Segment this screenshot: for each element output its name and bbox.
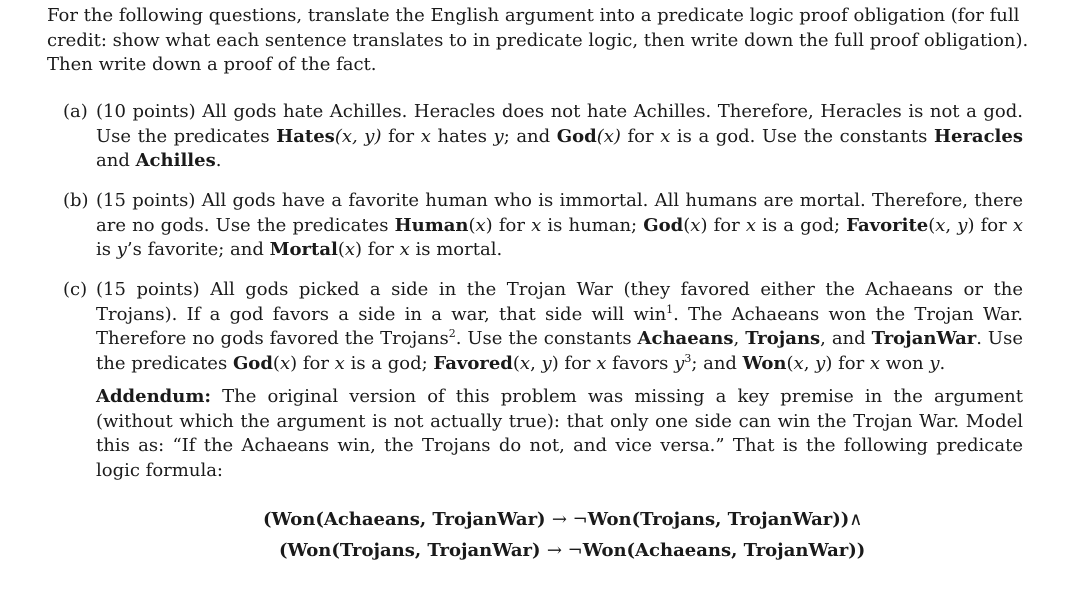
var-y: y	[493, 125, 504, 147]
word: favors	[612, 352, 669, 374]
word: is a god;	[762, 214, 841, 236]
problem-body: (15 points) All gods picked a side in the Trojan War (they favored either the Achaeans or the Trojans). If a god favors a side in a war, that side will win$^1$. The Achaeans won the Trojan War. Therefore no gods favored the Trojans$^2$. Use the constants Achaeans, Trojans, and TrojanWar. Use the predicates God(x) for x is a god; Favored(x, y) for x favors $y^3$; and Won(x, y) for x won y. Addendum: The original version of this problem was missing a key premise in the argument (without which the argument is not actually true): that only one side can win the Trojan War. Model this as: “If the Achaeans win, the Trojans do not, and vice versa.” That is the following predicate logic formula:	[96, 278, 1023, 483]
problem-body	[96, 100, 1023, 174]
predicate-hates: Hates	[276, 125, 335, 147]
formula-part: (Won(Achaeans, TrojanWar)	[263, 509, 546, 530]
predicate-args: (x)	[596, 125, 621, 147]
predicate-args: (x, y)	[334, 125, 382, 147]
predicate-god: God	[556, 125, 597, 147]
points: (15 points)	[96, 279, 200, 300]
intro-paragraph: For the following questions, translate the English argument into a predicate logic proof obligation (for full credit: show what each sentence translates to in predicate logic, then write down the full proof obligation). Then write down a proof of the fact.	[47, 5, 1029, 75]
implies-not-symbol: → ¬	[546, 540, 583, 561]
addendum	[96, 385, 1023, 483]
problem-text: . Use the constants	[455, 328, 632, 349]
addendum-text: The original version of this problem was missing a key premise in the argument (without which the argument is not actually true): that only one side can win the Trojan War. Model this as: “If the Achaeans win, the Trojans do not, and vice versa.” That is the following predicate logic formula:	[96, 386, 1023, 481]
word: and	[96, 150, 130, 171]
word: .	[215, 150, 222, 171]
problem-text: All gods have a favorite human who is immortal. All humans are mortal. Therefore, there are no gods. Use the predicates	[96, 190, 1024, 236]
problem-c	[63, 278, 1023, 483]
problem-label: (a)	[63, 101, 88, 122]
constant-trojans: Trojans	[745, 328, 821, 349]
formula-part: Won(Trojans, TrojanWar))	[587, 509, 850, 530]
predicate-god: God	[232, 352, 273, 374]
word: won	[885, 352, 924, 374]
word: is mortal.	[415, 239, 503, 260]
formula-part: (Won(Trojans, TrojanWar)	[279, 540, 541, 561]
word: is a god. Use the constants	[676, 125, 928, 147]
implies-not-symbol: → ¬	[551, 509, 588, 530]
var-x: x	[660, 125, 671, 147]
word: hates	[437, 125, 487, 147]
problem-b	[63, 189, 1023, 263]
predicate-human: Human	[394, 214, 469, 236]
constant-achaeans: Achaeans	[637, 328, 734, 349]
var-x: x	[420, 125, 431, 147]
problem-text: All gods hate Achilles. Heracles does not hate Achilles. Therefore, Heracles is not a god. Use the predicates	[96, 101, 1023, 147]
problem-text: All gods picked a side in the Trojan War (they favored either the Achaeans or the Trojans). If a god favors a side in a war, that side will win	[96, 279, 1023, 325]
predicate-god: God	[643, 214, 684, 236]
footnote-marker: 2	[448, 327, 456, 340]
footnote-marker: 3	[684, 351, 692, 365]
word: for	[388, 125, 415, 147]
constant-trojanwar: TrojanWar	[871, 328, 977, 349]
points: (15 points)	[96, 190, 196, 211]
word: ’s favorite; and	[126, 239, 264, 260]
constant-achilles: Achilles	[135, 150, 216, 171]
word: is a god;	[350, 352, 428, 374]
constant-heracles: Heracles	[933, 125, 1023, 147]
formula-line-1	[0, 508, 1078, 532]
problem-text: . The Achaeans won the Trojan War. Therefore no gods favored the Trojans	[96, 303, 1023, 349]
word: for	[627, 125, 654, 147]
word: is	[96, 239, 111, 260]
problem-label: (c)	[63, 279, 88, 300]
problem-text: . Use the predicates	[96, 328, 1023, 374]
and-symbol: ∧	[849, 509, 863, 530]
footnote-marker: 1	[666, 302, 674, 316]
formula-line-2	[0, 539, 1078, 563]
problem-body: (15 points) All gods have a favorite human who is immortal. All humans are mortal. Therefore, there are no gods. Use the predicates Human(x) for x is human; God(x) for x is a god; Favorite(x, y) for x is y’s favorite; and Mortal(x) for x is mortal.	[96, 190, 1024, 260]
word: is human;	[547, 214, 638, 236]
problem-a	[63, 100, 1023, 174]
word: ; and	[503, 125, 551, 147]
addendum-label: Addendum:	[96, 386, 212, 407]
predicate-favored: Favored	[433, 352, 513, 374]
problem-label: (b)	[63, 190, 89, 211]
predicate-won: Won	[742, 352, 787, 374]
formula-part: Won(Achaeans, TrojanWar))	[582, 540, 866, 561]
predicate-favorite: Favorite	[846, 214, 929, 236]
predicate-mortal: Mortal	[269, 239, 338, 260]
points: (10 points)	[96, 101, 196, 122]
